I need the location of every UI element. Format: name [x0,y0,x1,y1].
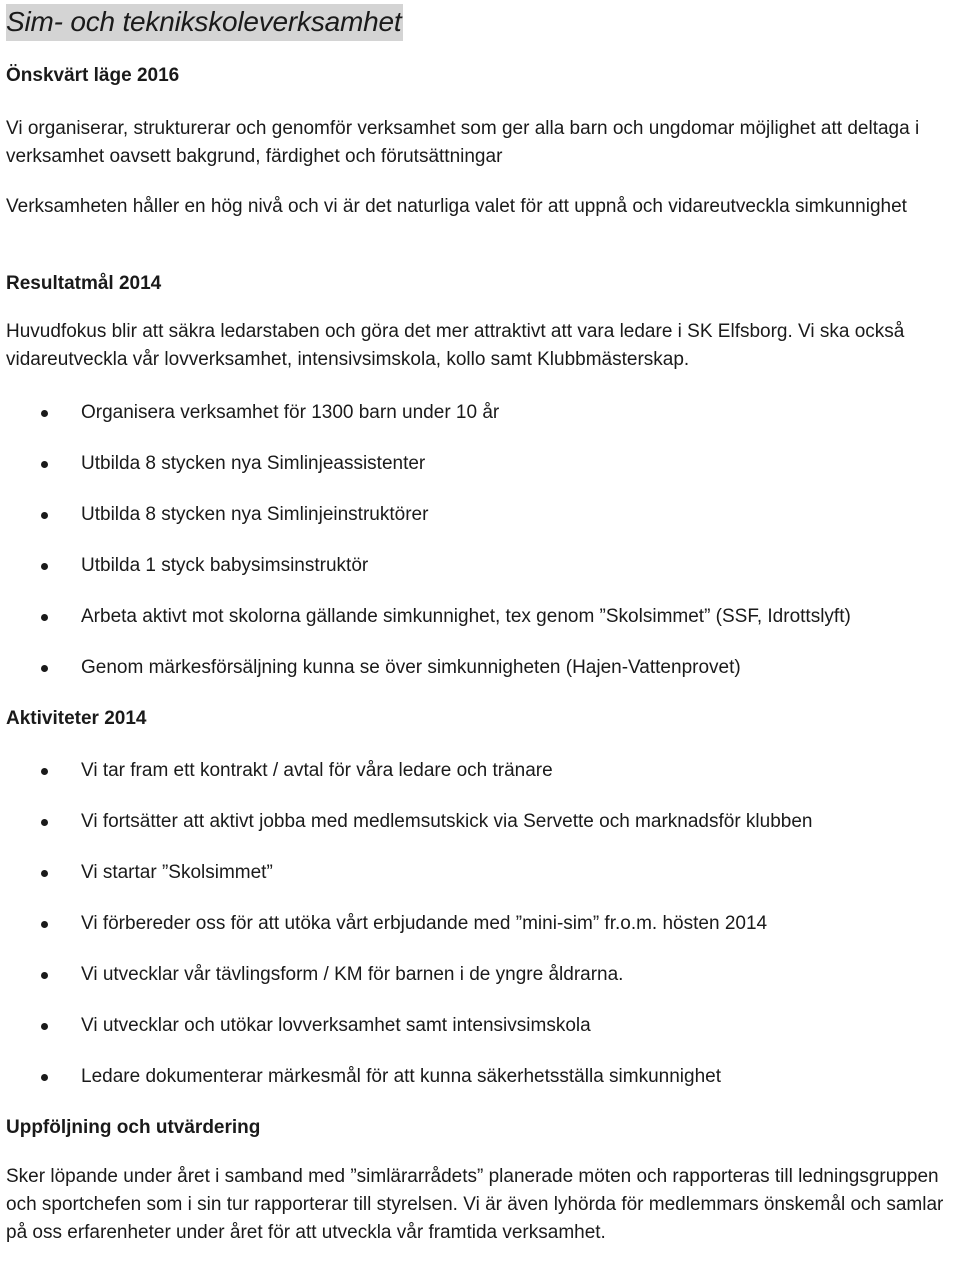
bullet-icon [41,461,48,468]
list-item-text: Vi förbereder oss för att utöka vårt erbjudande med ”mini-sim” fr.o.m. hösten 2014 [81,913,768,934]
list-item [6,1014,956,1065]
list-item-text: Vi fortsätter att aktivt jobba med medlemsutskick via Servette och marknadsför klubben [81,811,813,832]
list-item [6,554,956,605]
paragraph-desired-2: Verksamheten håller en hög nivå och vi är det naturliga valet för att uppnå och vidareutveckla simkunnighet [6,196,907,217]
list-item-text: Utbilda 1 styck babysimsinstruktör [81,555,369,576]
list-item [6,861,956,912]
activities-bullet-list [6,759,956,1116]
paragraph-desired-1: Vi organiserar, strukturerar och genomför verksamhet som ger alla barn och ungdomar möjlighet att deltaga i verksamhet oavsett bakgrund, färdighet och förutsättningar [6,118,920,167]
bullet-icon [41,870,48,877]
document-page [6,0,956,1243]
heading-activities: Aktiviteter 2014 [6,708,147,729]
list-item [6,605,956,656]
list-item [6,912,956,963]
list-item-text: Organisera verksamhet för 1300 barn under 10 år [81,402,500,423]
bullet-icon [41,819,48,826]
bullet-icon [41,1023,48,1030]
list-item-text: Vi utvecklar vår tävlingsform / KM för barnen i de yngre åldrarna. [81,964,624,985]
list-item-text: Utbilda 8 stycken nya Simlinjeinstruktörer [81,504,429,525]
bullet-icon [41,665,48,672]
heading-followup: Uppföljning och utvärdering [6,1117,261,1138]
list-item [6,963,956,1014]
list-item-text: Arbeta aktivt mot skolorna gällande simkunnighet, tex genom ”Skolsimmet” (SSF, Idrottslyft) [81,606,851,627]
list-item [6,452,956,503]
heading-results: Resultatmål 2014 [6,273,162,294]
list-item-text: Utbilda 8 stycken nya Simlinjeassistenter [81,453,426,474]
results-bullet-list [6,401,956,707]
list-item [6,503,956,554]
list-item [6,656,956,707]
list-item [6,810,956,861]
list-item [6,1065,956,1116]
paragraph-results: Huvudfokus blir att säkra ledarstaben och göra det mer attraktivt att vara ledare i SK Elfsborg. Vi ska också vidareutveckla vår lovverksamhet, intensivsimskola, kollo samt Klubbmästerskap. [6,321,905,370]
paragraph-followup: Sker löpande under året i samband med ”simlärarrådets” planerade möten och rapporteras till ledningsgruppen och sportchefen som i sin tur rapporterar till styrelsen. Vi är även lyhörda för medlemmars önskemål och samlar på oss erfarenheter under året för att utveckla vår framtida verksamhet. [6,1166,944,1243]
list-item [6,759,956,810]
heading-desired-state: Önskvärt läge 2016 [6,65,180,86]
bullet-icon [41,563,48,570]
list-item-text: Vi startar ”Skolsimmet” [81,862,273,883]
bullet-icon [41,614,48,621]
bullet-icon [41,1074,48,1081]
list-item-text: Ledare dokumenterar märkesmål för att kunna säkerhetsställa simkunnighet [81,1066,721,1087]
bullet-icon [41,768,48,775]
list-item-text: Vi utvecklar och utökar lovverksamhet samt intensivsimskola [81,1015,591,1036]
bullet-icon [41,921,48,928]
bullet-icon [41,972,48,979]
list-item-text: Vi tar fram ett kontrakt / avtal för våra ledare och tränare [81,760,553,781]
document-title: Sim- och teknikskoleverksamhet [6,4,403,41]
list-item [6,401,956,452]
list-item-text: Genom märkesförsäljning kunna se över simkunnigheten (Hajen-Vattenprovet) [81,657,741,678]
bullet-icon [41,512,48,519]
bullet-icon [41,410,48,417]
